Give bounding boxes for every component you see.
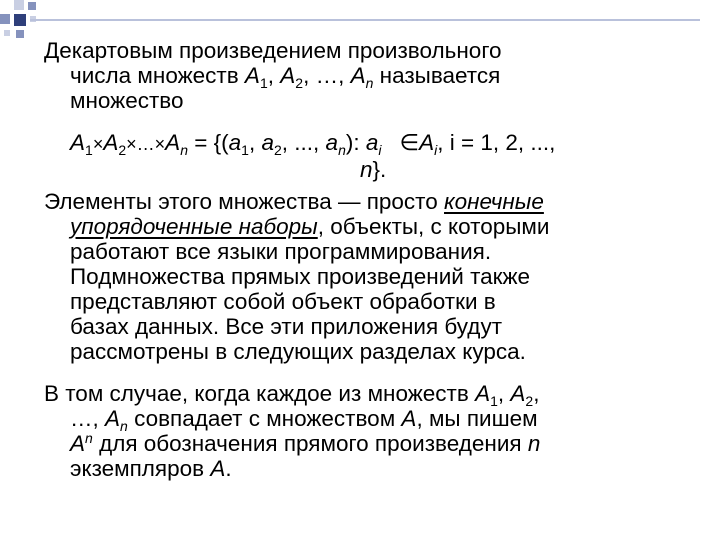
set-symbol: A bbox=[244, 63, 260, 88]
subscript: 2 bbox=[273, 142, 282, 158]
text: , мы пишем bbox=[416, 406, 538, 431]
text: Подмножества прямых произведений также bbox=[70, 264, 531, 289]
deco-square bbox=[14, 0, 24, 10]
set-symbol: A bbox=[103, 130, 119, 155]
set-symbol: A bbox=[105, 406, 121, 431]
text: , bbox=[267, 63, 281, 88]
text: базах данных. Все эти приложения будут bbox=[70, 314, 502, 339]
text: совпадает с множеством bbox=[127, 406, 402, 431]
text: n bbox=[360, 157, 373, 182]
underlined-term: упорядоченные наборы bbox=[70, 214, 318, 239]
set-symbol: A bbox=[401, 406, 417, 431]
text-line bbox=[44, 264, 684, 289]
subscript: 1 bbox=[241, 142, 249, 158]
cartesian-product-formula bbox=[44, 130, 684, 182]
set-symbol: A bbox=[70, 431, 86, 456]
element-of-symbol: ∈ bbox=[399, 130, 420, 155]
text: называется bbox=[373, 63, 501, 88]
formula-line bbox=[44, 130, 684, 157]
element-symbol: a bbox=[365, 130, 379, 155]
times-symbol: × bbox=[92, 134, 104, 154]
set-symbol: A bbox=[165, 130, 181, 155]
deco-square bbox=[14, 14, 26, 26]
element-symbol: a bbox=[325, 130, 339, 155]
text: Декартовым произведением произвольного bbox=[44, 38, 502, 63]
text: n bbox=[527, 431, 541, 456]
set-symbol: A bbox=[70, 130, 86, 155]
text: }. bbox=[372, 157, 387, 182]
superscript: n bbox=[85, 430, 93, 446]
text-line bbox=[44, 431, 684, 456]
subscript: n bbox=[365, 75, 374, 91]
text-line bbox=[44, 339, 684, 364]
text: В том случае, когда каждое из множеств bbox=[44, 381, 476, 406]
text: , bbox=[248, 130, 262, 155]
subscript: 2 bbox=[525, 393, 534, 409]
text: работают все языки программирования. bbox=[70, 239, 492, 264]
text: , bbox=[533, 381, 540, 406]
text-line bbox=[44, 38, 684, 63]
set-symbol: A bbox=[419, 130, 435, 155]
deco-square bbox=[4, 30, 10, 36]
subscript: 1 bbox=[259, 75, 268, 91]
deco-square bbox=[28, 2, 36, 10]
subscript: n bbox=[338, 142, 346, 158]
text: ): bbox=[345, 130, 366, 155]
subscript: n bbox=[120, 418, 128, 434]
times-symbol: ×…× bbox=[126, 134, 166, 154]
text-line bbox=[44, 381, 684, 409]
text: . bbox=[225, 456, 232, 481]
text-line bbox=[44, 189, 684, 214]
deco-square bbox=[16, 30, 24, 38]
subscript: 2 bbox=[118, 142, 127, 158]
text: для обозначения прямого произведения bbox=[92, 431, 528, 456]
subscript: 1 bbox=[490, 393, 498, 409]
text-line bbox=[44, 63, 684, 91]
text: …, bbox=[70, 406, 106, 431]
subscript: i bbox=[434, 142, 438, 158]
text: , …, bbox=[303, 63, 351, 88]
text: , объекты, с которыми bbox=[317, 214, 550, 239]
text: , bbox=[497, 381, 511, 406]
text: , i = 1, 2, ..., bbox=[437, 130, 556, 155]
text-line bbox=[44, 456, 684, 481]
power-paragraph bbox=[44, 381, 684, 481]
text: представляют собой объект обработки в bbox=[70, 289, 496, 314]
text: экземпляров bbox=[70, 456, 211, 481]
underlined-term: конечные bbox=[444, 189, 544, 214]
text: = {( bbox=[187, 130, 229, 155]
element-symbol: a bbox=[228, 130, 242, 155]
text-line bbox=[44, 214, 684, 239]
text: рассмотрены в следующих разделах курса. bbox=[70, 339, 526, 364]
subscript: n bbox=[180, 142, 188, 158]
text: Элементы этого множества — просто bbox=[44, 189, 445, 214]
elements-paragraph bbox=[44, 189, 684, 364]
deco-square bbox=[0, 14, 10, 24]
subscript: 1 bbox=[85, 142, 93, 158]
set-symbol: A bbox=[510, 381, 526, 406]
set-symbol: A bbox=[280, 63, 296, 88]
text-line bbox=[44, 239, 684, 264]
set-symbol: A bbox=[350, 63, 366, 88]
text: множество bbox=[70, 88, 184, 113]
formula-line bbox=[44, 157, 684, 182]
text-line bbox=[44, 88, 684, 113]
definition-paragraph bbox=[44, 38, 684, 113]
element-symbol: a bbox=[261, 130, 274, 155]
set-symbol: A bbox=[475, 381, 491, 406]
subscript: i bbox=[378, 142, 382, 158]
text-line bbox=[44, 289, 684, 314]
set-symbol: A bbox=[210, 456, 226, 481]
text-line bbox=[44, 314, 684, 339]
text-line bbox=[44, 406, 684, 434]
text: числа множеств bbox=[70, 63, 245, 88]
text: , ..., bbox=[281, 130, 326, 155]
subscript: 2 bbox=[295, 75, 304, 91]
